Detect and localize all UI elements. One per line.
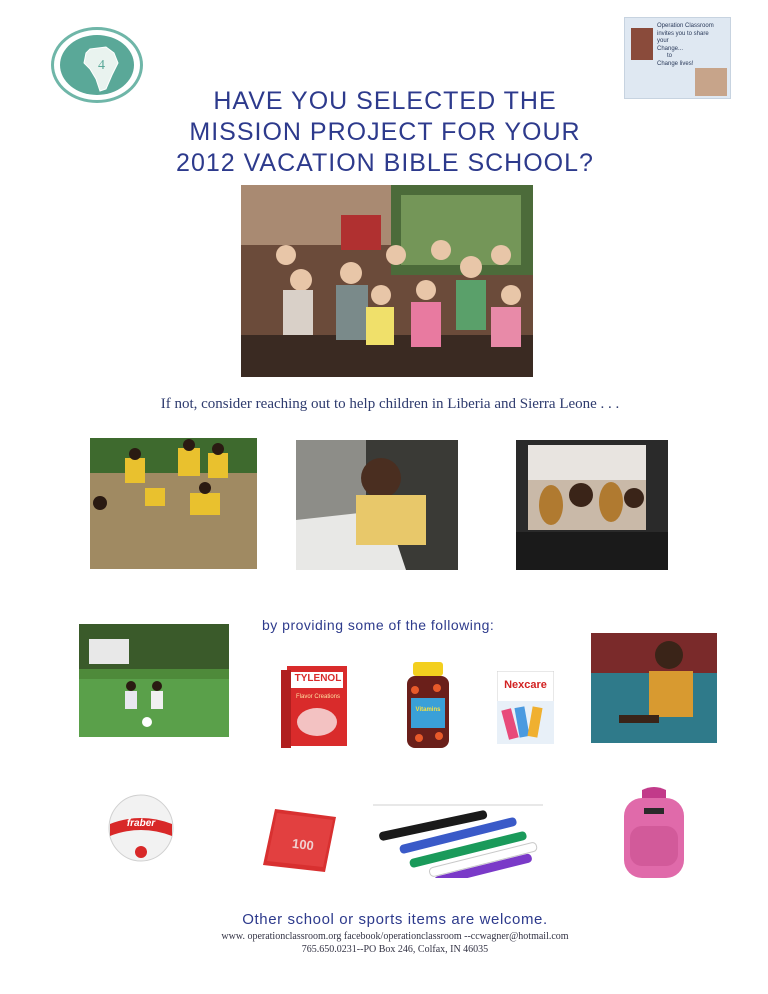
pens-photo (373, 803, 543, 878)
child-writing-photo (296, 440, 458, 570)
children-playing-photo (90, 438, 257, 569)
welcome-text: Other school or sports items are welcome. (242, 911, 548, 928)
headline (140, 86, 630, 179)
nexcare-label: Nexcare (504, 679, 547, 691)
notebook-label: 100 (291, 835, 315, 854)
flyer-line-6: Change lives! (657, 60, 694, 67)
pineapples-vendors-photo (516, 440, 668, 570)
soccer-ball (108, 794, 174, 862)
nexcare-box (497, 671, 554, 744)
tylenol-box (281, 660, 349, 752)
child-photo (695, 68, 727, 96)
flyer-line-4: Change... (657, 45, 684, 52)
headline-line-1: HAVE YOU SELECTED THE (213, 87, 557, 115)
flyer-text (657, 23, 727, 68)
logo-africa-emblem (60, 35, 134, 95)
operation-classroom-logo (51, 27, 143, 103)
flyer-thumbnail (624, 17, 731, 99)
tylenol-sub-label: Flavor Creations (295, 694, 340, 700)
flyer-line-2: invites you to share (657, 30, 709, 37)
vitamins-label: Vitamins (415, 707, 441, 713)
backpack (614, 786, 694, 882)
flyer-line-1: Operation Classroom (657, 23, 714, 29)
books-image (631, 28, 653, 60)
headline-line-2: MISSION PROJECT FOR YOUR (189, 118, 581, 146)
vbs-children-photo (241, 185, 533, 377)
baby-photo (591, 633, 717, 743)
contact-address-line: 765.650.0231--PO Box 246, Colfax, IN 46035 (301, 944, 489, 955)
vitamins-bottle (405, 660, 451, 750)
soccer-kids-photo (79, 624, 229, 737)
flyer-line-5: to (667, 53, 673, 59)
headline-line-3: 2012 VACATION BIBLE SCHOOL? (176, 149, 594, 177)
providing-text: by providing some of the following: (262, 617, 495, 633)
ball-label: fraber (126, 818, 156, 829)
tylenol-label: TYLENOL (294, 673, 342, 684)
flyer-line-3: your (657, 38, 669, 44)
africa-map-icon (60, 35, 140, 101)
subline-text: If not, consider reaching out to help children in Liberia and Sierra Leone . . . (160, 396, 620, 412)
svg-text:4: 4 (98, 58, 105, 73)
notebook (263, 809, 336, 872)
contact-web-line: www. operationclassroom.org facebook/operationclassroom --ccwagner@hotmail.com (221, 931, 569, 942)
